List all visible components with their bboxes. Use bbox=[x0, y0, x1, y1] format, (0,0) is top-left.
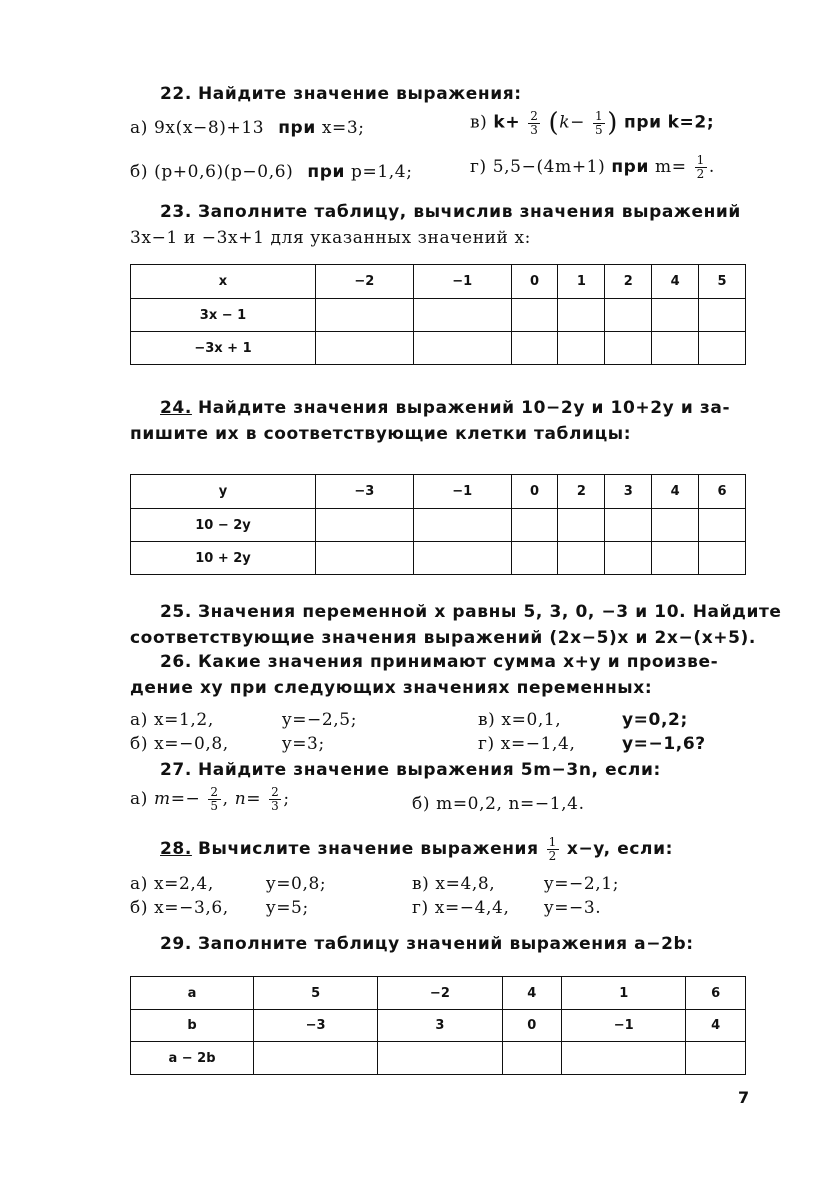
problem-27-heading bbox=[160, 760, 661, 780]
problem-26-item-v bbox=[478, 710, 561, 730]
table-cell-empty bbox=[316, 332, 414, 365]
table-cell-empty bbox=[562, 1042, 686, 1075]
item-expression: m=0,2, n=−1,4. bbox=[436, 794, 585, 814]
item-label: а) bbox=[130, 710, 148, 730]
problem-26-item-a bbox=[130, 710, 214, 730]
table-cell: 1 bbox=[562, 977, 686, 1010]
problem-number: 22. bbox=[160, 84, 192, 104]
problem-26-item-b-y: y=3; bbox=[282, 734, 325, 754]
item-x: x=−0,8, bbox=[154, 734, 229, 754]
page-number: 7 bbox=[738, 1088, 750, 1107]
table-cell-empty bbox=[511, 509, 558, 542]
problem-26-item-g-y: y=−1,6? bbox=[622, 734, 706, 754]
problem-27-item-a: а) m=− $\frac{2}{5}$ , n= $\frac{2}{3}$ ; bbox=[130, 785, 290, 813]
table-cell-empty bbox=[699, 299, 746, 332]
item-label: а) bbox=[130, 874, 148, 894]
item-label: б) bbox=[130, 162, 149, 182]
table-cell-empty bbox=[316, 542, 414, 575]
problem-29-heading bbox=[160, 934, 694, 954]
problem-number: 29. bbox=[160, 934, 192, 954]
problem-28-item-b-y: y=5; bbox=[266, 898, 309, 918]
table-cell-empty bbox=[605, 509, 652, 542]
item-x: x=4,8, bbox=[435, 874, 496, 894]
table-header-cell: y bbox=[131, 475, 316, 509]
table-23 bbox=[130, 264, 746, 365]
problem-28-item-g bbox=[412, 898, 509, 918]
problem-number: 23. bbox=[160, 202, 192, 222]
table-cell-empty bbox=[699, 542, 746, 575]
item-x: x=2,4, bbox=[153, 874, 214, 894]
table-row-label: a − 2b bbox=[131, 1042, 254, 1075]
table-header-cell: 4 bbox=[652, 475, 699, 509]
table-header-cell: 4 bbox=[652, 265, 699, 299]
problem-22-item-g: г) 5,5−(4m+1) при m= $\frac{1}{2}$ . bbox=[470, 153, 715, 181]
table-header-cell: 0 bbox=[511, 265, 558, 299]
problem-text-line1: Какие значения принимают сумма x+y и произве- bbox=[197, 652, 719, 672]
item-label: а) bbox=[130, 789, 148, 809]
table-29 bbox=[130, 976, 746, 1075]
table-cell: −2 bbox=[378, 977, 502, 1010]
problem-22-item-v: в) k+ $\frac{2}{3}$ (k− $\frac{1}{5}$ ) при k=2; bbox=[470, 108, 715, 138]
problem-25-line2: соответствующие значения выражений (2x−5)x и 2x−(x+5). bbox=[130, 628, 756, 648]
problem-26-item-a-y: y=−2,5; bbox=[282, 710, 358, 730]
table-row-label: b bbox=[131, 1010, 254, 1042]
item-m: m=− bbox=[153, 789, 201, 809]
item-x: x=0,1, bbox=[501, 710, 562, 730]
fraction: $\frac{1}{2}$ bbox=[696, 153, 705, 181]
item-x: x=−1,4, bbox=[500, 734, 576, 754]
table-cell-empty bbox=[413, 299, 511, 332]
problem-title: Вычислите значение выражения bbox=[197, 839, 539, 859]
problem-26-item-v-y: y=0,2; bbox=[622, 710, 688, 730]
item-label: г) bbox=[412, 898, 429, 918]
item-when: при bbox=[611, 157, 649, 177]
table-cell-empty bbox=[652, 332, 699, 365]
table-cell: 4 bbox=[686, 1010, 746, 1042]
problem-title: Найдите значение выражения: bbox=[197, 84, 522, 104]
table-cell-empty bbox=[316, 299, 414, 332]
fraction: $\frac{1}{2}$ bbox=[548, 835, 557, 863]
table-cell-empty bbox=[558, 332, 605, 365]
table-cell-empty bbox=[699, 332, 746, 365]
table-cell-empty bbox=[686, 1042, 746, 1075]
problem-title-end: x−y, если: bbox=[566, 839, 673, 859]
table-cell-empty bbox=[652, 509, 699, 542]
table-cell-empty bbox=[558, 542, 605, 575]
problem-24-heading bbox=[160, 398, 730, 418]
table-row-label: a bbox=[131, 977, 254, 1010]
problem-number: 25. bbox=[160, 602, 192, 622]
table-row-label: 10 − 2y bbox=[131, 509, 316, 542]
table-header-cell: −2 bbox=[316, 265, 414, 299]
table-cell-empty bbox=[558, 509, 605, 542]
fraction: $\frac{1}{5}$ bbox=[594, 108, 604, 137]
problem-28-item-g-y: y=−3. bbox=[544, 898, 602, 918]
table-24 bbox=[130, 474, 746, 575]
item-x: x=1,2, bbox=[153, 710, 214, 730]
item-condition: k=2; bbox=[667, 112, 715, 133]
table-cell-empty bbox=[413, 542, 511, 575]
problem-28-heading bbox=[160, 836, 673, 863]
table-cell-empty bbox=[605, 332, 652, 365]
problem-28-item-v-y: y=−2,1; bbox=[544, 874, 620, 894]
table-cell-empty bbox=[605, 542, 652, 575]
item-when: при bbox=[278, 118, 316, 138]
table-cell-empty bbox=[413, 332, 511, 365]
item-label: в) bbox=[470, 112, 488, 133]
item-when: при bbox=[623, 112, 662, 133]
item-expression-inner: k− bbox=[559, 112, 585, 133]
item-expression: 5,5−(4m+1) bbox=[492, 157, 606, 177]
problem-26-item-b bbox=[130, 734, 229, 754]
item-expression: 9x(x−8)+13 bbox=[153, 118, 265, 138]
table-header-cell: 5 bbox=[699, 265, 746, 299]
item-condition: m= bbox=[654, 157, 687, 177]
table-cell-empty bbox=[511, 299, 558, 332]
table-cell: 0 bbox=[502, 1010, 562, 1042]
item-x: x=−4,4, bbox=[434, 898, 510, 918]
table-header-cell: −3 bbox=[316, 475, 414, 509]
table-header-cell: 2 bbox=[605, 265, 652, 299]
problem-23-heading bbox=[160, 202, 741, 222]
problem-22-item-a bbox=[130, 118, 365, 138]
table-header-cell: x bbox=[131, 265, 316, 299]
problem-28-item-a bbox=[130, 874, 214, 894]
item-x: x=−3,6, bbox=[154, 898, 229, 918]
table-header-cell: 6 bbox=[699, 475, 746, 509]
table-row-label: 3x − 1 bbox=[131, 299, 316, 332]
problem-title: Найдите значение выражения 5m−3n, если: bbox=[197, 760, 661, 780]
table-cell-empty bbox=[605, 299, 652, 332]
problem-26-line2: дение xy при следующих значениях переменных: bbox=[130, 678, 653, 698]
table-cell: −3 bbox=[254, 1010, 378, 1042]
item-label: г) bbox=[478, 734, 495, 754]
problem-title: Заполните таблицу значений выражения a−2b: bbox=[197, 934, 694, 954]
table-cell-empty bbox=[652, 542, 699, 575]
table-header-cell: −1 bbox=[413, 475, 511, 509]
problem-22-item-b bbox=[130, 162, 413, 182]
table-cell-empty bbox=[558, 299, 605, 332]
table-cell-empty bbox=[316, 509, 414, 542]
item-expression: k+ bbox=[493, 112, 521, 133]
item-condition: x=3; bbox=[321, 118, 365, 138]
table-cell-empty bbox=[502, 1042, 562, 1075]
item-condition: p=1,4; bbox=[351, 162, 413, 182]
table-cell-empty bbox=[378, 1042, 502, 1075]
table-cell-empty bbox=[254, 1042, 378, 1075]
table-cell-empty bbox=[413, 509, 511, 542]
table-cell: 4 bbox=[502, 977, 562, 1010]
item-label: г) bbox=[470, 157, 487, 177]
item-when: при bbox=[307, 162, 346, 182]
item-expression: (p+0,6)(p−0,6) bbox=[154, 162, 294, 182]
item-label: б) bbox=[412, 794, 431, 814]
item-n: n= bbox=[234, 789, 262, 809]
item-label: а) bbox=[130, 118, 148, 138]
table-row-label: 10 + 2y bbox=[131, 542, 316, 575]
table-header-cell: 0 bbox=[511, 475, 558, 509]
table-cell-empty bbox=[511, 542, 558, 575]
problem-25-heading bbox=[160, 602, 782, 622]
problem-27-item-b bbox=[412, 794, 585, 814]
problem-number: 28. bbox=[160, 839, 192, 859]
table-row-label: −3x + 1 bbox=[131, 332, 316, 365]
problem-26-heading bbox=[160, 652, 718, 672]
problem-28-item-v bbox=[412, 874, 495, 894]
table-cell: −1 bbox=[562, 1010, 686, 1042]
table-header-cell: 3 bbox=[605, 475, 652, 509]
table-header-cell: 2 bbox=[558, 475, 605, 509]
fraction: $\frac{2}{5}$ bbox=[210, 785, 219, 813]
problem-22-heading bbox=[160, 84, 522, 104]
problem-28-item-b bbox=[130, 898, 229, 918]
table-cell-empty bbox=[511, 332, 558, 365]
table-cell: 3 bbox=[378, 1010, 502, 1042]
fraction: $\frac{2}{3}$ bbox=[530, 108, 539, 137]
problem-28-item-a-y: y=0,8; bbox=[266, 874, 327, 894]
table-header-cell: −1 bbox=[413, 265, 511, 299]
table-cell-empty bbox=[652, 299, 699, 332]
problem-text-line1: Найдите значения выражений 10−2y и 10+2y и за- bbox=[197, 398, 731, 418]
problem-26-item-g bbox=[478, 734, 575, 754]
problem-number: 26. bbox=[160, 652, 192, 672]
table-header-cell: 1 bbox=[558, 265, 605, 299]
problem-text-line1: Значения переменной x равны 5, 3, 0, −3 и 10. Найдите bbox=[197, 602, 782, 622]
problem-number: 24. bbox=[160, 398, 192, 418]
problem-text-line1: Заполните таблицу, вычислив значения выражений bbox=[197, 202, 741, 222]
item-label: в) bbox=[412, 874, 430, 894]
problem-23-line2: 3x−1 и −3x+1 для указанных значений x: bbox=[130, 228, 532, 248]
fraction: $\frac{2}{3}$ bbox=[271, 785, 280, 813]
table-cell-empty bbox=[699, 509, 746, 542]
problem-24-line2: пишите их в соответствующие клетки таблицы: bbox=[130, 424, 632, 444]
item-label: б) bbox=[130, 734, 149, 754]
item-label: б) bbox=[130, 898, 149, 918]
problem-number: 27. bbox=[160, 760, 192, 780]
table-cell: 5 bbox=[254, 977, 378, 1010]
item-label: в) bbox=[478, 710, 496, 730]
table-cell: 6 bbox=[686, 977, 746, 1010]
